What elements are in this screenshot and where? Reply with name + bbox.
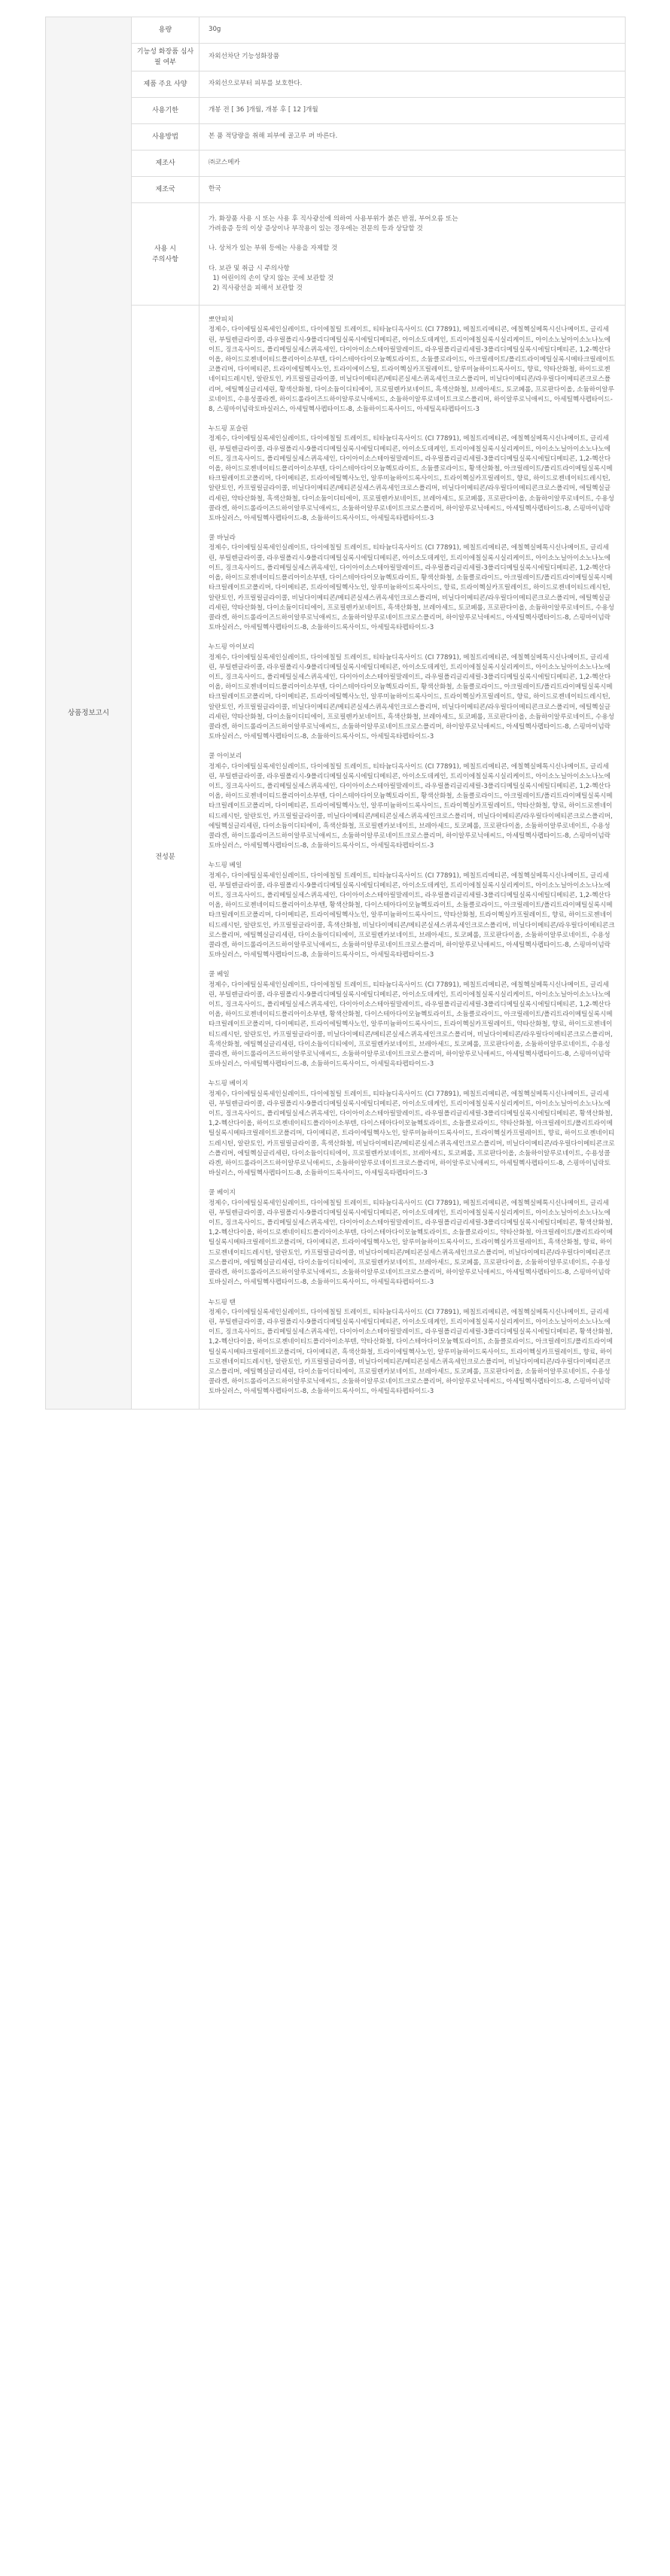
- ingredient-group-name: 누드핑 베이지: [209, 1080, 248, 1088]
- ingredient-group-text: 정제수, 다이에틸실록세인실레이트, 다이에칠틸 트레이트, 티타늄디옥사이드 (CI 77891), 메칠트리메티콘, 에칠헥실메톡시신나메이트, 글리세린, 부틸렌글라이콜, 라우릴폴리시-9폴리디메틸실록시에틸디메티콘, 아이소도데케인, 트리이에칠실록시실리케이트, 아이소노닐아이소노나노에이트, 징크옥사이드, 폴리메틸실세스퀴옥세인, 다이아이소스테아릴말레이트, 라우릴폴리글리세릴-3폴리디메틸실록시에틸디메티콘, 1,2-헥산다이올, 하이드로젠네이티드폴리아이소부텐, 황색산화철, 다이스테아다이모늄헥토라이트, 소듐클로라이드, 아크릴레이트/폴리트라이메틸실록시메타크릴레이트코폴리머, 다이메티콘, 트라이에틸헥사노인, 알루미늄하이드록사이드, 약타산화철, 트라이헥실카프릴레이트, 향료, 하이드로젠네이티드레시틴, 알란토인, 카프릴릴글라이콜, 흑색산화철, 비닐다이메티콘/메티콘실세스퀴옥세인크로스폴리머, 비닐다이메티콘/라우릴다이메티콘크로스폴리머, 에틸헥실글리세린, 다이소듐이디티에이, 프로필렌카보네이트, 브레아세드, 토코페롤, 프로판다이올, 소듐하이알루로네이트, 수용성콜라겐, 하이드롤라이즈드하이알루로닉애씨드, 소듐하이알루로네이트크로스폴리머, 하이알루로닉애씨드, 아세틸헥사펩타이드-8, 스핑마이넘락토바실러스, 아세틸헥사펩타이드-8, 소듐하이드록사이드, 아세틸옥타펩타이드-3: [209, 871, 615, 960]
- precautions-list: [209, 214, 616, 293]
- ingredient-group-text: 정제수, 다이에틸실록세인실레이트, 다이에칠틸 트레이트, 티타늄디옥사이드 (CI 77891), 메칠트리메티콘, 에칠헥실메톡시신나메이트, 글리세린, 부틸렌글라이콜, 라우릴폴리시-9폴리디메틸실록시에틸디메티콘, 아이소도데케인, 트리이에칠실록시실리케이트, 아이소노닐아이소노나노에이트, 징크옥사이드, 폴리메틸실세스퀴옥세인, 다이아이소스테아릴말레이트, 라우릴폴리글리세릴-3폴리디메틸실록시에틸디메티콘, 1,2-헥산다이올, 하이드로젠네이티드폴리아이소부텐, 다이스테아다이모늄헥토라이트, 황색산화철, 소듐클로라이드, 아크릴레이트/폴리트라이메틸실록시메타크릴레이트코폴리머, 다이메티콘, 트라이에틸헥사노인, 알루미늄하이드록사이드, 향료, 트라이헥실카프릴레이트, 하이드로젠네이티드레시틴, 알란토인, 카프릴릴글라이콜, 비닐다이메티콘/메티콘실세스퀴옥세인크로스폴리머, 비닐다이메티콘/라우릴다이메티콘크로스폴리머, 에틸헥실글리세린, 약타산화철, 다이소듐이디티에이, 프로필렌카보네이트, 흑색산화철, 브레아세드, 토코페롤, 프로판다이올, 소듐하이알루로네이트, 수용성콜라겐, 하이드롤라이즈드하이알루로닉애씨드, 소듐하이알루로네이트크로스폴리머, 하이알루로닉애씨드, 아세틸헥사펩타이드-8, 스핑마이넘락토바실러스, 아세틸헥사펩타이드-8, 소듐하이드록사이드, 아세틸옥타펩타이드-3: [209, 544, 614, 632]
- ingredient-group-text: 정제수, 다이에틸실록세인실레이트, 다이에칠틸 트레이트, 티타늄디옥사이드 (CI 77891), 메칠트리메티콘, 에칠헥실메톡시신나메이트, 글리세린, 부틸렌글라이콜, 라우릴폴리시-9폴리디메틸실록시에틸디메티콘, 아이소도데케인, 트리이에칠실록시실리케이트, 아이소노닐아이소노나노에이트, 징크옥사이드, 폴리메틸실세스퀴옥세인, 다이아이소스테아릴말레이트, 라우릴폴리글리세릴-3폴리디메틸실록시에틸디메티콘, 황색산화철, 1,2-헥산다이올, 하이드로젠네이티드폴리아이소부텐, 다이스테아다이모늄헥토라이트, 소듐클로라이드, 약타산화철, 아크릴레이트/폴리트라이메틸실록시메타크릴레이트코폴리머, 다이메티콘, 트라이에틸헥사노인, 알루미늄하이드록사이드, 트라이헥실카프릴레이트, 흑색산화철, 향료, 하이드로젠네이티드레시틴, 알란토인, 카프릴릴글라이콜, 비닐다이메티콘/메티콘실세스퀴옥세인크로스폴리머, 비닐다이메티콘/라우릴다이메티콘크로스폴리머, 에틸헥실글리세린, 다이소듐이디티에이, 프로필렌카보네이트, 브레아세드, 토코페롤, 프로판다이올, 소듐하이알루로네이트, 수용성콜라겐, 하이드롤라이즈드하이알루로닉애씨드, 소듐하이알루로네이트크로스폴리머, 하이알루로닉애씨드, 아세틸헥사펩타이드-8, 스핑마이넘락토바실러스, 아세틸헥사펩타이드-8, 소듐하이드록사이드, 아세틸옥타펩타이드-3: [209, 1199, 613, 1287]
- ingredient-group: [209, 1188, 616, 1288]
- ingredient-group: [209, 752, 616, 851]
- ingredient-group: [209, 861, 616, 960]
- row-label: 기능성 화장품 심사필 여부: [132, 44, 199, 71]
- ingredient-group: [209, 1298, 616, 1397]
- info-row-capacity: [46, 17, 626, 44]
- ingredient-group-name: 누드핑 탠: [209, 1298, 236, 1306]
- row-value: 한국: [199, 177, 626, 203]
- info-row-manufacturer: [46, 151, 626, 177]
- precautions-value: [199, 203, 626, 306]
- precaution-paragraph: 나. 상처가 있는 부위 등에는 사용을 자제할 것: [209, 245, 338, 253]
- ingredients-list: [209, 315, 616, 1397]
- row-value: ㈜코스메카: [199, 151, 626, 177]
- precaution-paragraph: 다. 보관 및 취급 시 주의사항 1) 어린이의 손이 닿지 않는 곳에 보관할 것 2) 직사광선을 피해서 보관할 것: [209, 264, 334, 293]
- row-label: 사용기한: [132, 98, 199, 124]
- ingredient-group-name: 누드핑 베일: [209, 862, 242, 870]
- info-row-precautions: [46, 203, 626, 306]
- ingredient-group-text: 정제수, 다이에틸실록세인실레이트, 다이에칠틸 트레이트, 티타늄디옥사이드 (CI 77891), 메칠트리메티콘, 에칠헥실메톡시신나메이트, 글리세린, 부틸렌글라이콜, 라우릴폴리시-9폴리디메틸실록시에틸디메티콘, 아이소도데케인, 트리이에칠실록시실리케이트, 아이소노닐아이소노나노에이트, 징크옥사이드, 폴리메틸실세스퀴옥세인, 다이아이소스테아릴말레이트, 라우릴폴리글리세릴-3폴리디메틸실록시에틸디메티콘, 1,2-헥산다이올, 하이드로젠네이티드폴리아이소부텐, 다이스테아다이모늄헥토라이트, 소듐클로라이드, 황색산화철, 아크릴레이트/폴리트라이메틸실록시메타크릴레이트코폴리머, 다이메티콘, 트라이에틸헥사노인, 알루미늄하이드록사이드, 트라이헥실카프릴레이트, 향료, 하이드로젠네이티드레시틴, 알란토인, 카프릴릴글라이콜, 비닐다이메티콘/메티콘실세스퀴옥세인크로스폴리머, 비닐다이메티콘/라우릴다이메티콘크로스폴리머, 에틸헥실글리세린, 약타산화철, 흑색산화철, 다이소듐이디티에이, 프로필렌카보네이트, 브레아세드, 토코페롤, 프로판다이올, 소듐하이알루로네이트, 수용성콜라겐, 하이드롤라이즈드하이알루로닉애씨드, 소듐하이알루로네이트크로스폴리머, 하이알루로닉애씨드, 아세틸헥사펩타이드-8, 스핑마이넘락토바실러스, 아세틸헥사펩타이드-8, 소듐하이드록사이드, 아세틸옥타펩타이드-3: [209, 435, 614, 523]
- row-value: 자외선차단 기능성화장품: [199, 44, 626, 71]
- info-row-ingredients: [46, 306, 626, 1409]
- row-value: 본 품 적당량을 취해 피부에 골고루 펴 바른다.: [199, 124, 626, 151]
- precautions-label: 사용 시 주의사항: [132, 203, 199, 306]
- row-label: 제품 주요 사양: [132, 71, 199, 98]
- ingredient-group-text: 정제수, 다이에틸실록세인실레이트, 다이에칠틸 트레이트, 티타늄디옥사이드 (CI 77891), 메칠트리메티콘, 에칠헥실메톡시신나메이트, 글리세린, 부틸렌글라이콜, 라우릴폴리시-9폴리디메틸실록시에틸디메티콘, 아이소도데케인, 트리이에칠실록시실리케이트, 아이소노닐아이소노나노에이트, 징크옥사이드, 폴리메틸실세스퀴옥세인, 다이아이소스테아릴말레이트, 라우릴폴리글리세릴-3폴리디메틸실록시에틸디메티콘, 1,2-헥산다이올, 하이드로젠네이티드폴리아이소부텐, 다이스테아다이모늄헥토라이트, 황색산화철, 소듐클로라이드, 아크릴레이트/폴리트라이메틸실록시메타크릴레이트코폴리머, 다이메티콘, 트라이에틸헥사노인, 알루미늄하이드록사이드, 트라이헥실카프릴레이트, 약타산화철, 향료, 하이드로젠네이티드레시틴, 알란토인, 카프릴릴글라이콜, 비닐다이메티콘/메티콘실세스퀴옥세인크로스폴리머, 비닐다이메티콘/라우릴다이메티콘크로스폴리머, 에틸헥실글리세린, 다이소듐이디티에이, 흑색산화철, 프로필렌카보네이트, 브레아세드, 토코페롤, 프로판다이올, 소듐하이알루로네이트, 수용성콜라겐, 하이드롤라이즈드하이알루로닉애씨드, 소듐하이알루로네이트크로스폴리머, 하이알루로닉애씨드, 아세틸헥사펩타이드-8, 스핑마이넘락토바실러스, 아세틸헥사펩타이드-8, 소듐하이드록사이드, 아세틸옥타펩타이드-3: [209, 762, 613, 850]
- ingredient-group-text: 정제수, 다이에틸실록세인실레이트, 다이에칠틸 트레이트, 티타늄디옥사이드 (CI 77891), 메칠트리메티콘, 에칠헥실메톡시신나메이트, 글리세린, 부틸렌글라이콜, 라우릴폴리시-9폴리디메틸실록시에틸디메티콘, 아이소도데케인, 트리이에칠실록시실리케이트, 아이소노닐아이소노나노에이트, 징크옥사이드, 폴리메틸실세스퀴옥세인, 다이아이소스테아릴말레이트, 라우릴폴리글리세릴-3폴리디메틸실록시에틸디메티콘, 황색산화철, 1,2-헥산다이올, 하이드로젠네이티드폴리아이소부텐, 약타산화철, 다이스테아다이모늄헥토라이트, 소듐클로라이드, 아크릴레이트/폴리트라이메틸실록시메타크릴레이트코폴리머, 다이메티콘, 흑색산화철, 트라이에틸헥사노인, 알루미늄하이드록사이드, 트라이헥실카프릴레이트, 향료, 하이드로젠네이티드레시틴, 알란토인, 카프릴릴글라이콜, 비닐다이메티콘/메티콘실세스퀴옥세인크로스폴리머, 비닐다이메티콘/라우릴다이메티콘크로스폴리머, 에틸헥실글리세린, 다이소듐이디티에이, 프로필렌카보네이트, 브레아세드, 토코페롤, 프로판다이올, 소듐하이알루로네이트, 수용성콜라겐, 하이드롤라이즈드하이알루로닉애씨드, 소듐하이알루로네이트크로스폴리머, 하이알루로닉애씨드, 아세틸헥사펩타이드-8, 스핑마이넘락토바실러스, 아세틸헥사펩타이드-8, 소듐하이드록사이드, 아세틸옥타펩타이드-3: [209, 1308, 613, 1396]
- ingredient-group: [209, 424, 616, 524]
- ingredients-label: 전성분: [132, 306, 199, 1409]
- info-row-country: [46, 177, 626, 203]
- info-row-functional-review: [46, 44, 626, 71]
- ingredient-group: [209, 970, 616, 1069]
- ingredient-group-name: 쿨 베일: [209, 971, 230, 979]
- ingredient-group: [209, 643, 616, 742]
- ingredient-group: [209, 1079, 616, 1179]
- row-value: 개봉 전 [ 36 ]개월, 개봉 후 [ 12 ]개월: [199, 98, 626, 124]
- row-value: 30g: [199, 17, 626, 44]
- row-label: 제조국: [132, 177, 199, 203]
- precaution-paragraph: 가. 화장품 사용 시 또는 사용 후 직사광선에 의하여 사용부위가 붉은 반점, 부어오름 또는 가려움증 등의 이상 증상이나 부작용이 있는 경우에는 전문의 등과 상담할 것: [209, 215, 458, 233]
- ingredient-group: [209, 534, 616, 633]
- ingredient-group-text: 정제수, 다이에틸실록세인실레이트, 다이에칠틸 트레이트, 티타늄디옥사이드 (CI 77891), 메칠트리메티콘, 에칠헥실메톡시신나메이트, 글리세린, 부틸렌글라이콜, 라우릴폴리시-9폴리디메틸실록시에틸디메티콘, 아이소도데케인, 트리이에칠실록시실리케이트, 아이소노닐아이소노나노에이트, 징크옥사이드, 폴리메틸실세스퀴옥세인, 다이아이소스테아릴말레이트, 라우릴폴리글리세릴-3폴리디메틸실록시에틸디메티콘, 황색산화철, 1,2-헥산다이올, 하이드로젠네이티드폴리아이소부텐, 다이스테아다이모늄헥토라이트, 소듐클로라이드, 약타산화철, 아크릴레이트/폴리트라이메틸실록시메타크릴레이트코폴리머, 다이메티콘, 트라이에틸헥사노인, 알루미늄하이드록사이드, 트라이헥실카프릴레이트, 향료, 하이드로젠네이티드레시틴, 알란토인, 카프릴릴글라이콜, 흑색산화철, 비닐다이메티콘/메티콘실세스퀴옥세인크로스폴리머, 비닐다이메티콘/라우릴다이메티콘크로스폴리머, 에틸헥실글리세린, 다이소듐이디티에이, 프로필렌카보네이트, 브레아세드, 토코페롤, 프로판다이올, 소듐하이알루로네이트, 수용성콜라겐, 하이드롤라이즈드하이알루로닉애씨드, 소듐하이알루로네이트크로스폴리머, 하이알루로닉애씨드, 아세틸헥사펩타이드-8, 스핑마이넘락토바실러스, 아세틸헥사펩타이드-8, 소듐하이드록사이드, 아세틸옥타펩타이드-3: [209, 1090, 615, 1178]
- ingredient-group-name: 쿨 베이지: [209, 1189, 236, 1197]
- section-title: 상품정보고시: [46, 17, 132, 1410]
- row-value: 자외선으로부터 피부를 보호한다.: [199, 71, 626, 98]
- ingredient-group-name: 뽀얀피치: [209, 316, 234, 324]
- ingredient-group-text: 정제수, 다이에틸실록세인실레이트, 다이에칠틸 트레이트, 티타늄디옥사이드 (CI 77891), 메칠트리메티콘, 에칠헥실메톡시신나메이트, 글리세린, 부틸렌글라이콜, 라우릴폴리시-9폴리디메틸실록시에틸디메티콘, 아이소도데케인, 트리이에칠실록시실리케이트, 아이소노닐아이소노나노에이트, 징크옥사이드, 폴리메틸실세스퀴옥세인, 다이아이소스테아릴말레이트, 라우릴폴리글리세릴-3폴리디메틸실록시에틸디메티콘, 1,2-헥산다이올, 하이드로젠네이티드폴리아이소부텐, 다이스테아다이모늄헥토라이트, 황색산화철, 소듐클로라이드, 아크릴레이트/폴리트라이메틸실록시메타크릴레이트코폴리머, 다이메티콘, 트라이에틸헥사노인, 알루미늄하이드록사이드, 트라이헥실카프릴레이트, 향료, 하이드로젠네이티드레시틴, 알란토인, 카프릴릴글라이콜, 비닐다이메티콘/메티콘실세스퀴옥세인크로스폴리머, 비닐다이메티콘/라우릴다이메티콘크로스폴리머, 에틸헥실글리세린, 약타산화철, 다이소듐이디티에이, 프로필렌카보네이트, 흑색산화철, 브레아세드, 토코페롤, 프로판다이올, 소듐하이알루로네이트, 수용성콜라겐, 하이드롤라이즈드하이알루로닉애씨드, 소듐하이알루로네이트크로스폴리머, 하이알루로닉애씨드, 아세틸헥사펩타이드-8, 스핑마이넘락토바실러스, 아세틸헥사펩타이드-8, 소듐하이드록사이드, 아세틸옥타펩타이드-3: [209, 653, 614, 741]
- ingredient-group-name: 누드핑 아이보리: [209, 643, 254, 652]
- ingredients-value: [199, 306, 626, 1409]
- info-row-expiry: [46, 98, 626, 124]
- ingredient-group-name: 쿨 아이보리: [209, 753, 242, 761]
- row-label: 제조사: [132, 151, 199, 177]
- ingredient-group: [209, 315, 616, 415]
- ingredient-group-name: 누드핑 포슬린: [209, 425, 248, 433]
- product-info-table: [45, 17, 626, 1410]
- info-row-usage-method: [46, 124, 626, 151]
- ingredient-group-text: 정제수, 다이에틸실록세인실레이트, 다이에칠틸 트레이트, 티타늄디옥사이드 (CI 77891), 메칠트리메티콘, 에칠헥실메톡시신나메이트, 글리세린, 부틸렌글라이콜, 라우릴폴리시-9폴리디메틸실록시에틸디메티콘, 아이소도데케인, 트리이에칠실록시실리케이트, 아이소노닐아이소노나노에이트, 징크옥사이드, 폴리메틸실세스퀴옥세인, 다이아이소스테아릴말레이트, 라우릴폴리글리세릴-3폴리디메틸실록시에틸디메티콘, 1,2-헥산다이올, 하이드로젠네이티드폴리아이소부텐, 황색산화철, 다이스테아다이모늄헥토라이트, 소듐클로라이드, 아크릴레이트/폴리트라이메틸실록시메타크릴레이트코폴리머, 다이메티콘, 트라이에틸헥사노인, 알루미늄하이드록사이드, 트라이헥실카프릴레이트, 약타산화철, 향료, 하이드로젠네이티드레시틴, 알란토인, 카프릴릴글라이콜, 비닐다이메티콘/메티콘실세스퀴옥세인크로스폴리머, 비닐다이메티콘/라우릴다이메티콘크로스폴리머, 흑색산화철, 에틸헥실글리세린, 다이소듐이디티에이, 프로필렌카보네이트, 브레아세드, 토코페롤, 프로판다이올, 소듐하이알루로네이트, 수용성콜라겐, 하이드롤라이즈드하이알루로닉애씨드, 소듐하이알루로네이트크로스폴리머, 하이알루로닉애씨드, 아세틸헥사펩타이드-8, 스핑마이넘락토바실러스, 아세틸헥사펩타이드-8, 소듐하이드록사이드, 아세틸옥타펩타이드-3: [209, 981, 613, 1069]
- row-label: 사용방법: [132, 124, 199, 151]
- row-label: 용량: [132, 17, 199, 44]
- info-row-main-spec: [46, 71, 626, 98]
- ingredient-group-text: 정제수, 다이에틸실록세인실레이트, 다이에칠틸 트레이트, 티타늄디옥사이드 (CI 77891), 메칠트리메티콘, 에칠헥실메톡시신나메이트, 글리세린, 부틸렌글라이콜, 라우릴폴리시-9폴리디메틸실록시에틸디메티콘, 아이소도데케인, 트리이에칠실록시실리케이트, 아이소노닐아이소노나노에이트, 징크옥사이드, 폴리메틸실세스퀴옥세인, 다이아이소스테아릴말레이트, 라우릴폴리글리세릴-3폴리디메틸실록시에틸디메티콘, 1,2-헥산다이올, 하이드로젠네이티드폴리아이소부텐, 다이스테아다이모늄헥토라이트, 소듐클로라이드, 아크릴레이트/폴리트라이메틸실록시메타크릴레이트코폴리머, 다이메티콘, 트라이에틸헥사노인, 트라이에이스틸, 트라이헥실카프릴레이트, 알루미늄하이드록사이드, 향료, 약타산화철, 하이드로젠네이티드레시틴, 알란토인, 카프릴릴글라이콜, 비닐다이메티콘/메티콘실세스퀴옥세인크로스폴리머, 비닐다이메티콘/라우릴다이메티콘크로스폴리머, 에틸헥실글리세린, 황색산화철, 다이소듐이디티에이, 프로필렌카보네이트, 흑색산화철, 브레아세드, 토코페롤, 프로판다이올, 소듐하이알루로네이트, 수용성콜라겐, 하이드롤라이즈드하이알루로닉애씨드, 소듐하이알루로네이트크로스폴리머, 하이알루로닉애씨드, 아세틸헥사펩타이드-8, 스핑마이넘락토바실러스, 아세틸헥사펩타이드-8, 소듐하이드록사이드, 아세틸옥타펩타이드-3: [209, 326, 615, 414]
- ingredient-group-name: 쿨 바닐라: [209, 534, 236, 543]
